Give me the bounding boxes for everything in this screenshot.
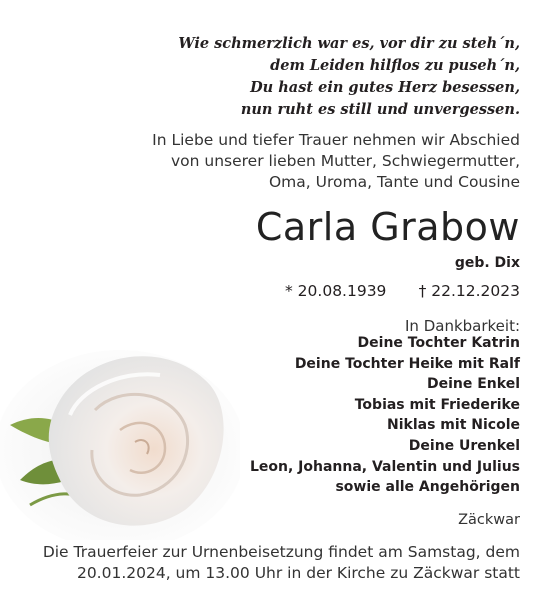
farewell-intro (152, 130, 520, 193)
intro-line: Oma, Uroma, Tante und Cousine (268, 173, 520, 191)
mourners-list (250, 333, 520, 498)
list-item: Tobias mit Friederike (354, 396, 520, 413)
list-item: Deine Tochter Katrin (357, 335, 520, 351)
thanks-heading: In Dankbarkeit: (405, 317, 520, 335)
service-announcement (43, 542, 520, 584)
list-item: Leon, Johanna, Valentin und Julius (249, 458, 520, 475)
list-item: Deine Tochter Heike mit Ralf (294, 355, 520, 372)
maiden-name: geb. Dix (454, 255, 520, 271)
birth-date: * 20.08.1939 (285, 282, 387, 300)
service-line: 20.01.2024, um 13.00 Uhr in der Kirche zu Zäckwar statt (76, 564, 520, 582)
poem-line: Du hast ein gutes Herz besessen, (250, 79, 520, 96)
deceased-name: Carla Grabow (255, 205, 520, 249)
list-item: sowie alle Angehörigen (335, 479, 520, 496)
poem-line: dem Leiden hilflos zu puseh´n, (270, 57, 520, 74)
list-item: Niklas mit Nicole (387, 417, 520, 434)
poem-line: Wie schmerzlich war es, vor dir zu steh´n, (178, 35, 520, 52)
place-name: Zäckwar (458, 512, 520, 528)
poem-line: nun ruht es still und unvergessen. (240, 101, 520, 118)
white-rose-image (0, 330, 240, 540)
poem (178, 33, 520, 121)
list-item: Deine Enkel (426, 376, 520, 393)
intro-line: von unserer lieben Mutter, Schwiegermutter, (170, 152, 520, 170)
death-date: † 22.12.2023 (418, 282, 520, 300)
list-item: Deine Urenkel (408, 437, 520, 454)
service-line: Die Trauerfeier zur Urnenbeisetzung findet am Samstag, dem (42, 543, 520, 561)
intro-line: In Liebe und tiefer Trauer nehmen wir Abschied (152, 131, 520, 149)
